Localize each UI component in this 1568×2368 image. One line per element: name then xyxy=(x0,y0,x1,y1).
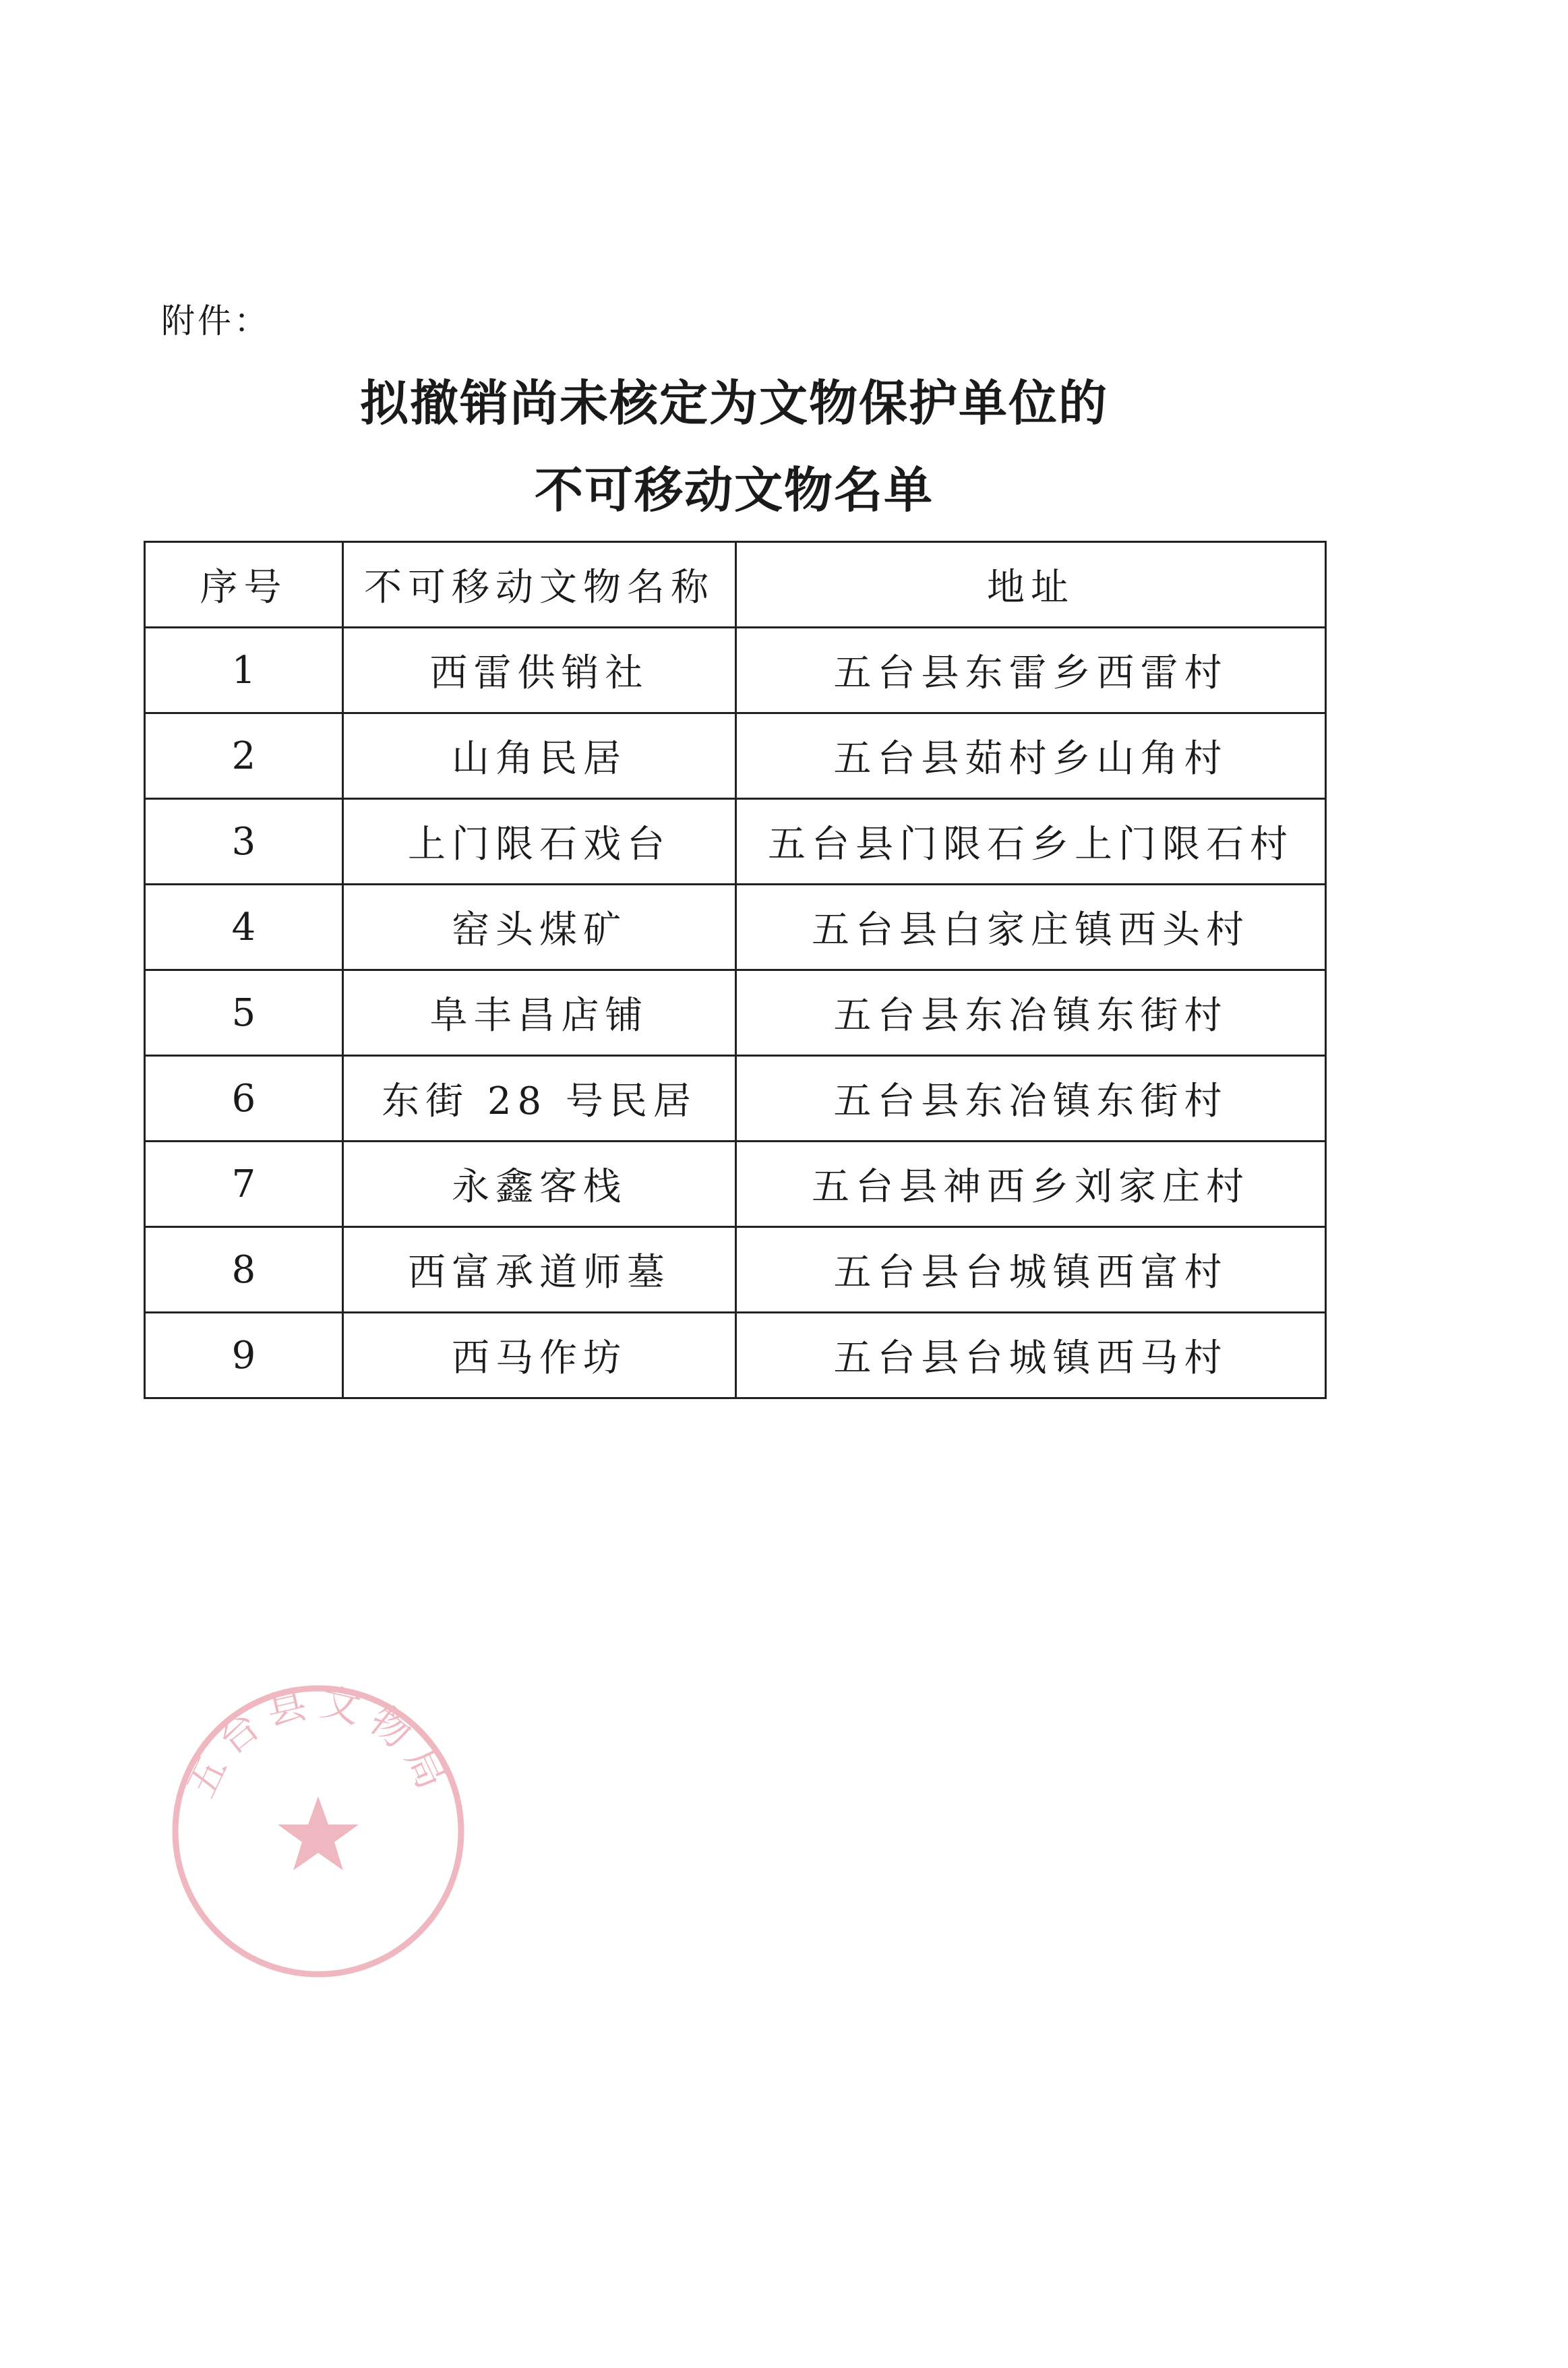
row-address: 五台县东冶镇东街村 xyxy=(736,1056,1326,1142)
row-relic-name: 东街 28 号民居 xyxy=(343,1056,736,1142)
row-serial-number: 1 xyxy=(145,628,343,713)
row-address: 五台县台城镇西马村 xyxy=(736,1313,1326,1398)
table-row xyxy=(145,1313,1326,1398)
table-row xyxy=(145,970,1326,1056)
row-address: 五台县东冶镇东街村 xyxy=(736,970,1326,1056)
row-serial-number: 3 xyxy=(145,799,343,885)
seal-text: 五台县文物局 xyxy=(177,1678,459,1804)
table-row xyxy=(145,799,1326,885)
attachment-label: 附件： xyxy=(161,301,270,341)
row-address: 五台县东雷乡西雷村 xyxy=(736,628,1326,713)
document-title-line-2: 不可移动文物名单 xyxy=(534,461,934,519)
official-seal xyxy=(163,1676,473,1986)
row-serial-number: 6 xyxy=(145,1056,343,1142)
row-relic-name: 山角民居 xyxy=(343,713,736,799)
row-address: 五台县台城镇西富村 xyxy=(736,1227,1326,1313)
row-relic-name: 永鑫客栈 xyxy=(343,1142,736,1227)
table-row xyxy=(145,885,1326,970)
row-serial-number: 8 xyxy=(145,1227,343,1313)
table-row xyxy=(145,628,1326,713)
row-address: 五台县神西乡刘家庄村 xyxy=(736,1142,1326,1227)
row-address: 五台县白家庄镇西头村 xyxy=(736,885,1326,970)
document-title-line-1: 拟撤销尚未核定为文物保护单位的 xyxy=(359,374,1108,432)
row-relic-name: 西马作坊 xyxy=(343,1313,736,1398)
row-serial-number: 9 xyxy=(145,1313,343,1398)
header-serial-number: 序号 xyxy=(145,542,343,628)
row-serial-number: 5 xyxy=(145,970,343,1056)
table-row xyxy=(145,713,1326,799)
row-address: 五台县茹村乡山角村 xyxy=(736,713,1326,799)
row-relic-name: 窑头煤矿 xyxy=(343,885,736,970)
row-relic-name: 西富承道师墓 xyxy=(343,1227,736,1313)
seal-star-icon xyxy=(278,1796,359,1870)
row-serial-number: 7 xyxy=(145,1142,343,1227)
row-relic-name: 阜丰昌店铺 xyxy=(343,970,736,1056)
row-relic-name: 上门限石戏台 xyxy=(343,799,736,885)
row-relic-name: 西雷供销社 xyxy=(343,628,736,713)
relics-list-table xyxy=(144,541,1327,1399)
header-relic-name: 不可移动文物名称 xyxy=(343,542,736,628)
table-row xyxy=(145,1056,1326,1142)
table-row xyxy=(145,1142,1326,1227)
header-address: 地址 xyxy=(736,542,1326,628)
row-serial-number: 2 xyxy=(145,713,343,799)
table-row xyxy=(145,1227,1326,1313)
table-header-row xyxy=(145,542,1326,628)
row-address: 五台县门限石乡上门限石村 xyxy=(736,799,1326,885)
svg-text:五台县文物局 xyxy=(177,1679,458,1804)
row-serial-number: 4 xyxy=(145,885,343,970)
